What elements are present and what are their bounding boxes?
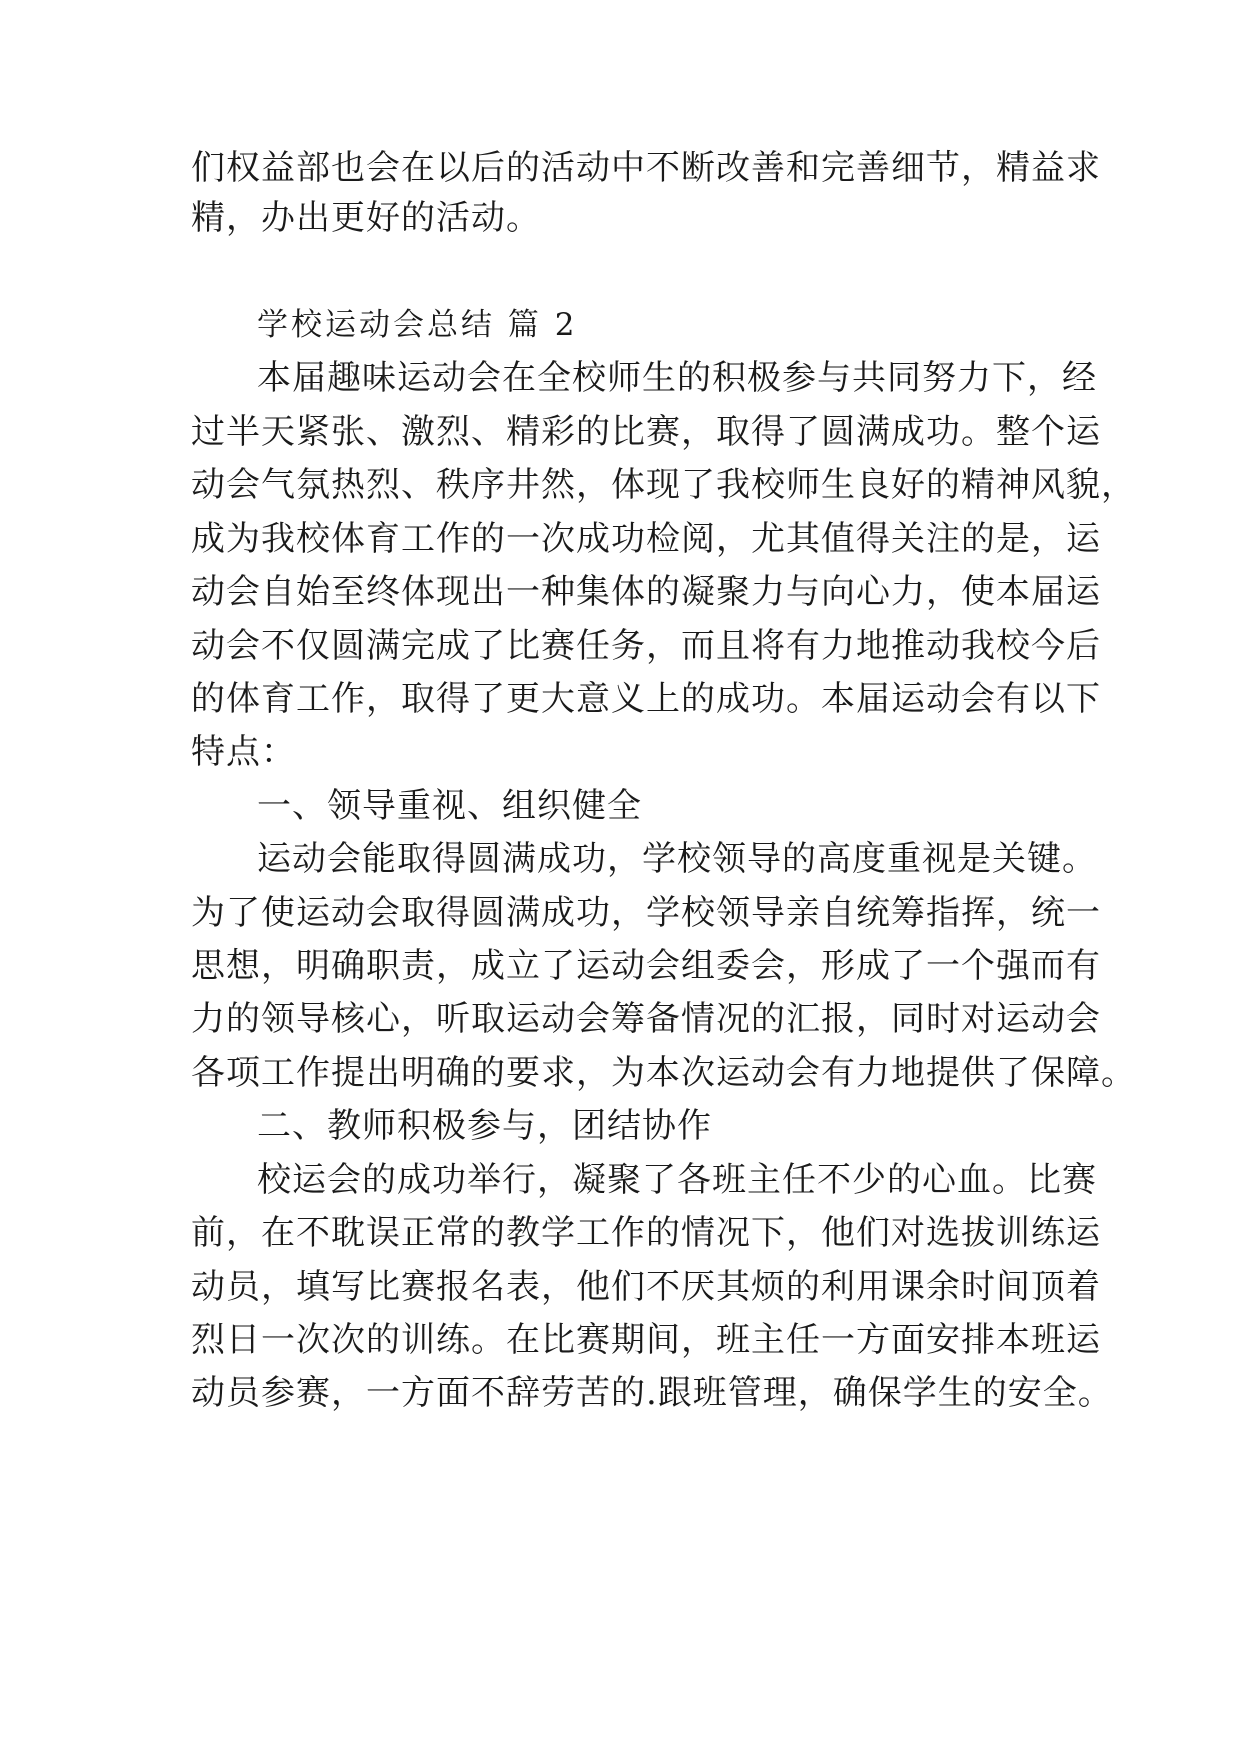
paragraph-line: 过半天紧张、激烈、精彩的比赛，取得了圆满成功。整个运 — [191, 412, 1101, 452]
paragraph-line: 校运会的成功举行，凝聚了各班主任不少的心血。比赛 — [257, 1160, 1097, 1200]
paragraph-line: 本届趣味运动会在全校师生的积极参与共同努力下，经 — [257, 358, 1097, 398]
subsection-heading: 一、领导重视、组织健全 — [257, 786, 642, 826]
section-heading: 学校运动会总结 篇 2 — [257, 307, 578, 343]
paragraph-line: 动会气氛热烈、秩序井然，体现了我校师生良好的精神风貌， — [191, 465, 1136, 505]
paragraph-line: 的体育工作，取得了更大意义上的成功。本届运动会有以下 — [191, 679, 1101, 719]
paragraph-line: 动会不仅圆满完成了比赛任务，而且将有力地推动我校今后 — [191, 626, 1101, 666]
subsection-heading: 二、教师积极参与，团结协作 — [257, 1106, 712, 1146]
paragraph-line: 动员参赛，一方面不辞劳苦的.跟班管理，确保学生的安全。 — [191, 1373, 1113, 1413]
paragraph-line: 特点： — [191, 732, 296, 772]
paragraph-line: 运动会能取得圆满成功，学校领导的高度重视是关键。 — [257, 839, 1097, 879]
paragraph-line: 力的领导核心，听取运动会筹备情况的汇报，同时对运动会 — [191, 999, 1101, 1039]
paragraph-line: 为了使运动会取得圆满成功，学校领导亲自统筹指挥，统一 — [191, 893, 1101, 933]
paragraph-line: 思想，明确职责，成立了运动会组委会，形成了一个强而有 — [191, 946, 1101, 986]
paragraph-line: 们权益部也会在以后的活动中不断改善和完善细节，精益求 — [191, 148, 1101, 188]
paragraph-line: 成为我校体育工作的一次成功检阅，尤其值得关注的是，运 — [191, 519, 1101, 559]
paragraph-line: 各项工作提出明确的要求，为本次运动会有力地提供了保障。 — [191, 1053, 1136, 1093]
paragraph-line: 前，在不耽误正常的教学工作的情况下，他们对选拔训练运 — [191, 1213, 1101, 1253]
paragraph-line: 动会自始至终体现出一种集体的凝聚力与向心力，使本届运 — [191, 572, 1101, 612]
paragraph-line: 烈日一次次的训练。在比赛期间，班主任一方面安排本班运 — [191, 1320, 1101, 1360]
paragraph-line: 动员，填写比赛报名表，他们不厌其烦的利用课余时间顶着 — [191, 1267, 1101, 1307]
paragraph-line: 精，办出更好的活动。 — [191, 198, 541, 238]
